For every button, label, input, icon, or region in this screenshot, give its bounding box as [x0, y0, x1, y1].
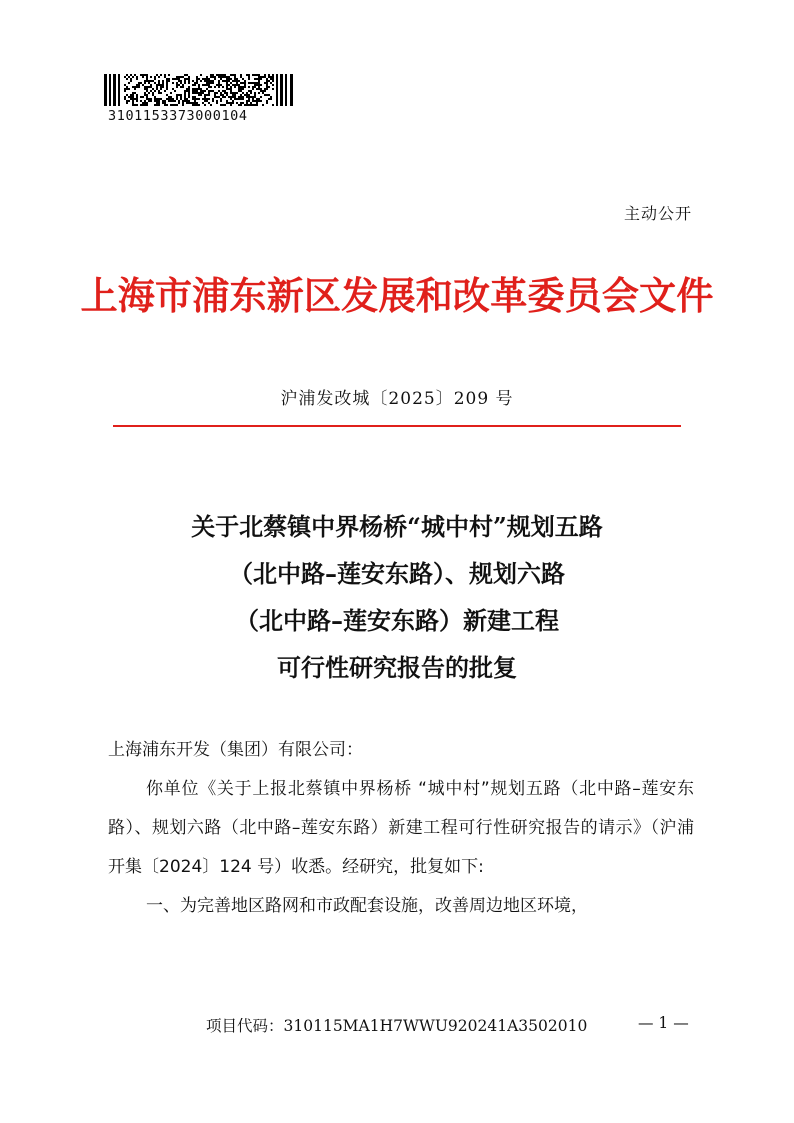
project-code-value: 310115MA1H7WWU920241A3502010: [283, 1017, 588, 1035]
disclosure-label: 主动公开: [623, 204, 692, 223]
page-number: — 1 —: [638, 1014, 689, 1032]
subject-line: （北中路–莲安东路）、规划六路: [229, 559, 565, 588]
project-code-label: 项目代码：: [206, 1017, 284, 1035]
subject-line: 可行性研究报告的批复: [277, 653, 517, 682]
document-number: 沪浦发改城〔2025〕209 号: [280, 389, 514, 409]
subject-line: 关于北蔡镇中界杨桥“城中村”规划五路: [191, 512, 603, 541]
paragraph: 你单位《关于上报北蔡镇中界杨桥 “城中村”规划五路（北中路–莲安东路）、规划六路（北中路–莲安东路）新建工程可行性研究报告的请示》（沪浦开集〔2024〕124 号）收悉。经研究，批复如下:: [108, 779, 694, 877]
paragraph: 一、为完善地区路网和市政配套设施，改善周边地区环境，: [146, 896, 588, 916]
body-text: [108, 731, 694, 926]
red-divider: [113, 425, 681, 427]
project-code: [206, 1014, 587, 1036]
barcode-icon: [104, 74, 294, 106]
subject-line: （北中路–莲安东路）新建工程: [235, 606, 559, 635]
barcode-number: 3101153373000104: [108, 108, 248, 124]
issuing-body-title: 上海市浦东新区发展和改革委员会文件: [80, 273, 714, 318]
subject-title: [0, 503, 794, 691]
addressee: 上海浦东开发（集团）有限公司：: [108, 740, 363, 760]
